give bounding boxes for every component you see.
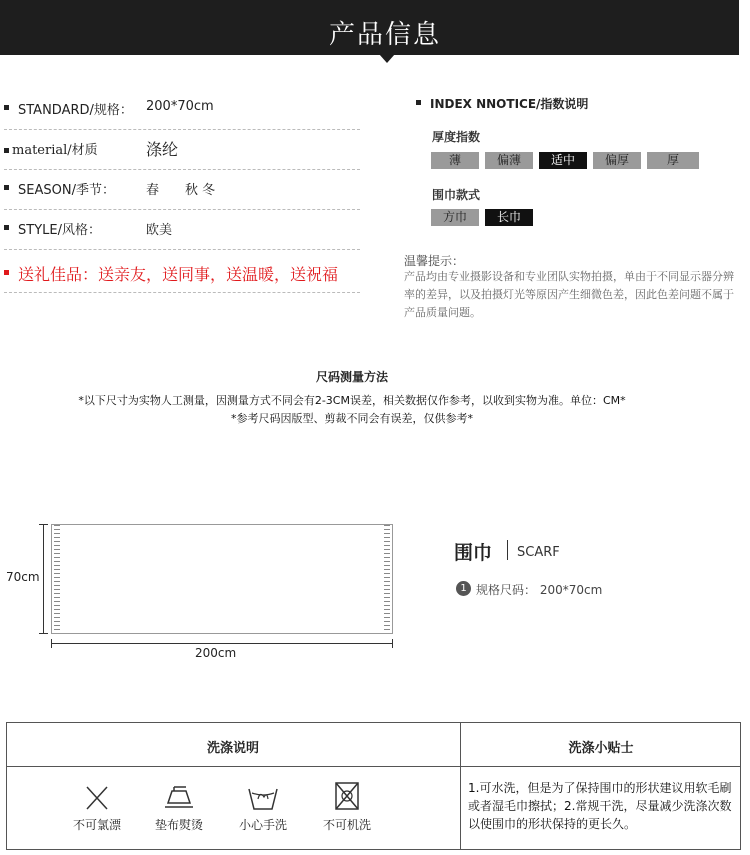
wash-item-label: 垫布熨烫 xyxy=(154,818,203,832)
width-dimension-line xyxy=(51,643,393,644)
scarf-fringe xyxy=(384,525,390,633)
spec-row-promo xyxy=(4,252,360,293)
spec-value: 200*70cm xyxy=(146,99,214,114)
size-spec: 规格尺码： 200*70cm xyxy=(476,583,603,597)
page-title: 产品信息 xyxy=(328,20,441,50)
product-name: 围巾 xyxy=(454,542,493,564)
no-machine-wash-icon xyxy=(330,781,364,811)
iron-with-cloth-icon xyxy=(162,783,196,813)
thickness-chip: 偏薄 xyxy=(485,152,533,169)
size-method-title: 尺码测量方法 xyxy=(315,370,388,384)
header-pointer xyxy=(379,54,395,63)
size-method-note: *以下尺寸为实物人工测量，因测量方式不同会有2-3CM误差，相关数据仅作参考，以收到实物为准。单位：CM* xyxy=(78,394,626,407)
index-notice-title: INDEX NNOTICE/指数说明 xyxy=(430,97,589,111)
height-label: 70cm xyxy=(6,570,40,584)
bullet-icon xyxy=(4,105,9,110)
dimension-cap xyxy=(39,524,48,525)
spec-key: material/材质 xyxy=(12,143,98,158)
thickness-label: 厚度指数 xyxy=(432,130,481,144)
spec-row-material xyxy=(4,129,360,170)
thickness-scale xyxy=(431,152,701,169)
product-name-en: SCARF xyxy=(517,545,560,560)
wash-tips-text: 1.可水洗，但是为了保持围巾的形状建议用软毛刷或者湿毛巾擦拭；2.常规干洗，尽量减少洗涤次数以使围巾的形状保持的更长久。 xyxy=(468,781,732,831)
spec-key: STANDARD/规格： xyxy=(18,103,133,118)
style-scale xyxy=(431,209,541,226)
bullet-icon xyxy=(4,148,9,153)
spec-value: 涤纶 xyxy=(146,140,179,159)
spec-value: 春 秋 冬 xyxy=(146,183,216,198)
spec-value: 欧美 xyxy=(146,223,173,238)
bullet-icon xyxy=(416,100,421,105)
spec-key: STYLE/风格： xyxy=(18,223,101,238)
style-chip-selected: 长巾 xyxy=(485,209,533,226)
bullet-icon xyxy=(4,225,9,230)
wash-instructions-header: 洗涤说明 xyxy=(206,741,259,756)
spec-key: SEASON/季节： xyxy=(18,183,115,198)
wash-item-label: 不可氯漂 xyxy=(72,818,121,832)
width-label: 200cm xyxy=(195,646,237,660)
bullet-icon xyxy=(4,270,9,275)
thickness-chip: 厚 xyxy=(647,152,699,169)
scarf-fringe xyxy=(54,525,60,633)
spec-row-style xyxy=(4,209,360,250)
wash-tips-header: 洗涤小贴士 xyxy=(568,741,634,756)
hand-wash-icon xyxy=(246,783,280,813)
no-bleach-icon xyxy=(80,783,114,813)
number-badge: 1 xyxy=(456,581,471,596)
tip-text: 产品均由专业摄影设备和专业团队实物拍摄，单由于不同显示器分辨率的差异，以及拍摄灯光等原因产生细微色差，因此色差问题不属于产品质量问题。 xyxy=(404,270,734,319)
style-label: 围巾款式 xyxy=(432,188,481,202)
style-chip: 方巾 xyxy=(431,209,479,226)
dimension-cap xyxy=(39,633,48,634)
spec-row-season xyxy=(4,169,360,210)
bullet-icon xyxy=(4,185,9,190)
thickness-chip: 偏厚 xyxy=(593,152,641,169)
thickness-chip-selected: 适中 xyxy=(539,152,587,169)
promo-text: 送礼佳品：送亲友，送同事，送温暖，送祝福 xyxy=(18,265,339,284)
thickness-chip: 薄 xyxy=(431,152,479,169)
wash-item-label: 不可机洗 xyxy=(322,818,371,832)
scarf-illustration xyxy=(51,524,393,634)
wash-item-label: 小心手洗 xyxy=(238,818,287,832)
tip-title: 温馨提示： xyxy=(404,254,465,268)
divider xyxy=(507,540,508,560)
dimension-cap xyxy=(392,639,393,648)
dimension-cap xyxy=(51,639,52,648)
table-divider xyxy=(6,766,741,767)
spec-row-standard xyxy=(4,89,360,130)
size-method-note: *参考尺码因版型、剪裁不同会有误差，仅供参考* xyxy=(231,412,473,425)
height-dimension-line xyxy=(43,524,44,634)
